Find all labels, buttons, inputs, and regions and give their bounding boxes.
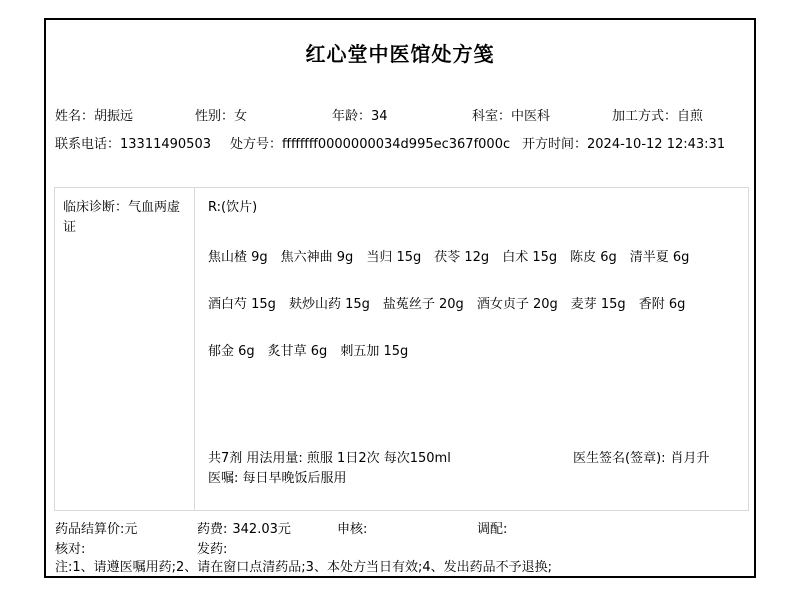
field-value: 胡振远	[94, 109, 134, 124]
field-label: 药费:	[197, 522, 228, 537]
check-field	[55, 541, 85, 558]
page-title: 红心堂中医馆处方笺	[305, 42, 495, 66]
herb-item: 麦芽 15g	[570, 297, 626, 312]
diagnosis-value: 气血两虚证	[63, 200, 181, 235]
field-label: 发药:	[197, 542, 228, 557]
field-value: 元	[124, 522, 138, 537]
herb-item: 酒女贞子 20g	[476, 297, 558, 312]
herb-item: 刺五加 15g	[340, 344, 409, 359]
herb-item: 麸炒山药 15g	[288, 297, 370, 312]
doctor-sign-label: 医生签名(签章):	[573, 451, 666, 466]
field-label: 姓名：	[55, 109, 95, 124]
doctor-signature	[573, 449, 745, 469]
herb-item: 盐菟丝子 20g	[382, 297, 464, 312]
patient-age-field	[332, 109, 388, 125]
field-label: 处方号：	[230, 137, 283, 152]
processing-method-field	[612, 109, 703, 125]
dispense-field	[197, 541, 227, 558]
field-label: 加工方式：	[612, 109, 678, 124]
doctor-advice-line: 医嘱: 每日早晚饭后服用	[208, 471, 347, 486]
usage-line: 共7剂 用法用量: 煎服 1日2次 每次150ml	[208, 451, 451, 466]
herb-item: 炙甘草 6g	[267, 344, 328, 359]
field-label: 联系电话：	[55, 137, 121, 152]
review-field	[337, 521, 367, 538]
herb-item: 清半夏 6g	[629, 250, 690, 265]
field-value: 13311490503	[120, 137, 211, 152]
footer-note: 注:1、请遵医嘱用药;2、请在窗口点清药品;3、本处方当日有效;4、发出药品不予退换;	[55, 560, 552, 575]
herb-item: 焦山楂 9g	[208, 250, 268, 265]
field-label: 开方时间：	[522, 137, 588, 152]
field-label: 药品结算价:	[55, 522, 125, 537]
settle-price-field	[55, 521, 137, 538]
patient-name-field	[55, 109, 133, 125]
prescription-page	[44, 18, 756, 578]
herb-line	[208, 249, 702, 266]
herb-item: 酒白芍 15g	[208, 297, 276, 312]
herb-lines	[208, 249, 702, 390]
field-label: 年龄：	[332, 109, 372, 124]
herb-item: 白术 15g	[502, 250, 558, 265]
herb-line	[208, 343, 702, 360]
field-value: 2024-10-12 12:43:31	[587, 137, 726, 152]
prescription-time-field	[522, 137, 725, 153]
diagnosis-cell	[55, 188, 195, 510]
prescription-number-field	[230, 137, 510, 153]
field-label: 调配:	[477, 522, 508, 537]
doctor-sign-value: 肖月升	[670, 451, 710, 466]
field-value: 34	[371, 109, 388, 124]
field-value: 中医科	[511, 109, 551, 124]
prescription-table	[54, 187, 749, 511]
field-label: 性别：	[195, 109, 235, 124]
field-value: 自煎	[677, 109, 704, 124]
patient-phone-field	[55, 137, 211, 153]
field-label: 核对:	[55, 542, 86, 557]
rx-header: R:(饮片)	[208, 200, 258, 215]
patient-department-field	[472, 109, 550, 125]
field-value: ffffffff0000000034d995ec367f000c	[282, 137, 511, 152]
field-value: 342.03元	[232, 522, 291, 537]
field-value: 女	[234, 109, 248, 124]
herb-item: 陈皮 6g	[570, 250, 617, 265]
herb-item: 茯苓 12g	[434, 250, 490, 265]
patient-gender-field	[195, 109, 247, 125]
diagnosis-label: 临床诊断：	[63, 200, 129, 215]
field-label: 申核:	[337, 522, 368, 537]
herb-item: 香附 6g	[638, 297, 686, 312]
fee-field	[197, 521, 291, 538]
herb-item: 焦六神曲 9g	[280, 250, 354, 265]
herb-line	[208, 296, 702, 313]
herb-item: 当归 15g	[366, 250, 422, 265]
field-label: 科室：	[472, 109, 512, 124]
herb-item: 郁金 6g	[208, 344, 255, 359]
compound-field	[477, 521, 507, 538]
